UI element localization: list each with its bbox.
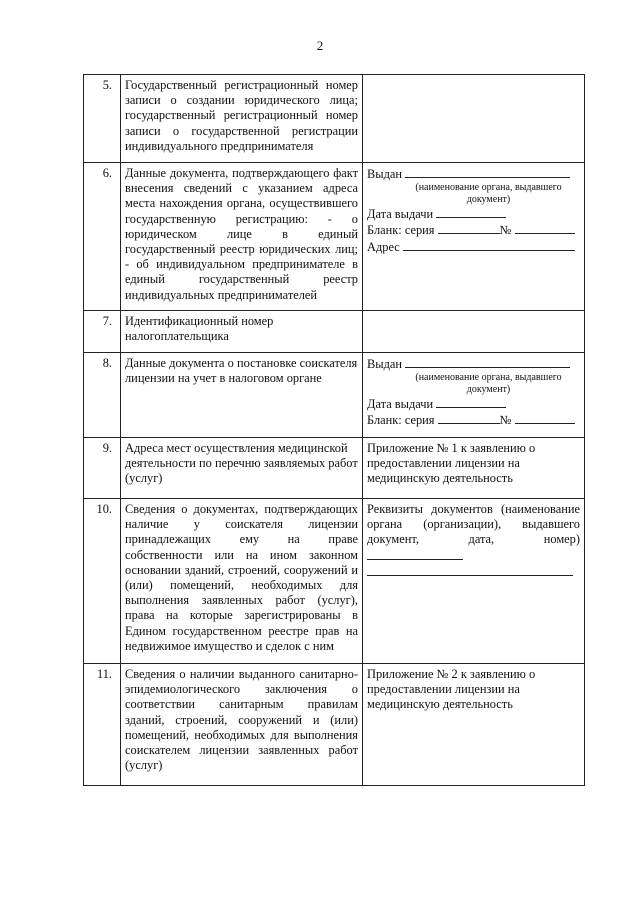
blank-label: Бланк: серия [367,413,435,428]
row-number: 11. [84,664,121,786]
row-description: Данные документа, подтверждающего факт внесения сведений с указанием адреса места нахождения органа, осуществившего государственную регистрацию: - о юридическом лице в единый государственный реестр юридических лиц; - об индивидуальном предпринимателе в единый государственный реестр индивидуальных предпринимателей [121,163,363,311]
issued-line[interactable] [405,166,570,178]
row-description: Адреса мест осуществления медицинской деятельности по перечню заявляемых работ (услуг) [121,438,363,499]
table-row [84,353,585,438]
blank-label: Бланк: серия [367,223,435,238]
number-label: № [499,223,512,238]
issued-label: Выдан [367,357,403,371]
issued-label: Выдан [367,167,403,181]
requisites-text: Реквизиты документов (наименование органа (организации), выдавшего документ, дата, номер) [367,502,580,547]
application-form-table [83,74,585,786]
row-value-field[interactable] [363,311,585,353]
row-value-field[interactable] [363,163,585,311]
series-line[interactable] [438,222,500,234]
row-value-field[interactable] [363,75,585,163]
row-value-text: Приложение № 2 к заявлению о предоставлении лицензии на медицинскую деятельность [363,664,585,786]
row-number: 5. [84,75,121,163]
row-value-field[interactable] [363,499,585,664]
row-description: Данные документа о постановке соискателя лицензии на учет в налоговом органе [121,353,363,438]
page-number: 2 [316,38,324,53]
date-label: Дата выдачи [367,397,434,412]
row-number: 6. [84,163,121,311]
row-value-field[interactable] [363,353,585,438]
table-row [84,311,585,353]
address-label: Адрес [367,239,400,254]
requisites-line-2[interactable] [367,564,573,576]
row-number: 9. [84,438,121,499]
date-label: Дата выдачи [367,207,434,222]
number-line[interactable] [515,412,575,424]
row-number: 7. [84,311,121,353]
date-line[interactable] [436,396,506,408]
row-description: Сведения о документах, подтверждающих наличие у соискателя лицензии принадлежащих ему на праве собственности или на ином законном основании зданий, строений, сооружений и (или) помещений, необходимых для выполнения заявленных работ (услуг), права на которые зарегистрированы в Едином государственном реестре прав на недвижимое имущество и сделок с ним [121,499,363,664]
table-row [84,163,585,311]
table-row [84,499,585,664]
row-number: 8. [84,353,121,438]
row-number: 10. [84,499,121,664]
row-description: Государственный регистрационный номер записи о создании юридического лица; государственный регистрационный номер записи о государственной регистрации индивидуального предпринимателя [121,75,363,163]
table-row [84,438,585,499]
issued-note: (наименование органа, выдавшего документ) [415,372,562,396]
row-value-text: Приложение № 1 к заявлению о предоставлении лицензии на медицинскую деятельность [363,438,585,499]
row-description: Сведения о наличии выданного санитарно-эпидемиологического заключения о соответствии санитарным правилам зданий, строений, сооружений и (или) помещений, необходимых для выполнения соискателем лицензии заявленных работ (услуг) [121,664,363,786]
table-row [84,664,585,786]
series-line[interactable] [438,412,500,424]
number-line[interactable] [515,222,575,234]
date-line[interactable] [436,206,506,218]
row-description: Идентификационный номер налогоплательщика [121,311,363,353]
issued-line[interactable] [405,356,570,368]
requisites-line[interactable] [367,548,463,560]
number-label: № [499,413,512,428]
issued-note: (наименование органа, выдавшего документ) [415,182,562,206]
address-line[interactable] [403,239,575,251]
table-row [84,75,585,163]
